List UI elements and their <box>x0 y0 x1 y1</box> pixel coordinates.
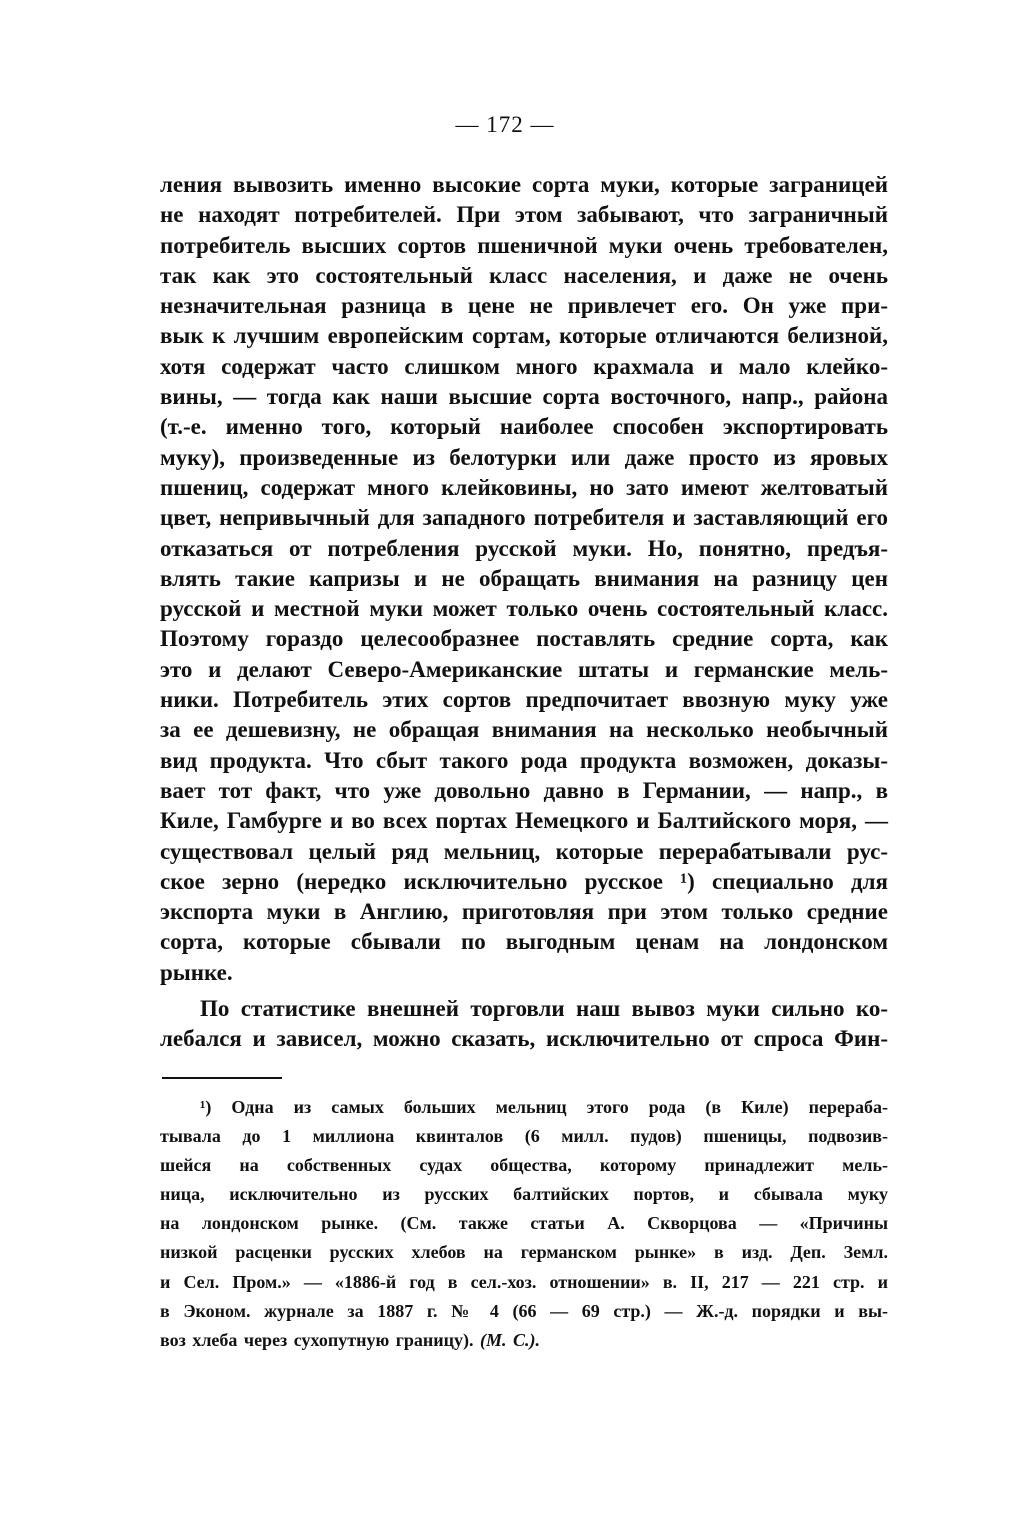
footnote-divider <box>162 1077 282 1079</box>
footnote-line: на лондонском рынке. (См. также статьи А. Скворцова — «Причины <box>160 1213 888 1234</box>
text-line: цвет, непривычный для западного потребителя и заставляющий его <box>160 505 888 531</box>
footnote-line: и Сел. Пром.» — «1886-й год в сел.-хоз. отношении» в. II, 217 — 221 стр. и <box>160 1271 888 1292</box>
page-number: — 172 — <box>455 112 555 137</box>
text-line: не находят потребителей. При этом забывают, что заграничный <box>160 202 888 228</box>
text-line: Киле, Гамбурге и во всех портах Немецкого и Балтийского моря, — <box>160 808 888 834</box>
text-line: вид продукта. Что сбыт такого рода продукта возможен, доказы- <box>160 747 888 773</box>
text-line: Поэтому гораздо целесообразнее поставлять средние сорта, как <box>160 626 888 652</box>
text-line: за ее дешевизну, не обращая внимания на несколько необычный <box>160 717 888 743</box>
text-line: хотя содержат часто слишком много крахмала и мало клейко- <box>160 353 888 379</box>
footnote-signature: (М. С.). <box>480 1329 540 1350</box>
footnote-last-text: воз хлеба через сухопутную границу). <box>160 1329 480 1350</box>
text-line: существовал целый ряд мельниц, которые перерабатывали рус- <box>160 838 888 864</box>
text-line: По статистике внешней торговли наш вывоз муки сильно ко- <box>200 996 888 1022</box>
text-line: влять такие капризы и не обращать внимания на разницу цен <box>160 565 888 591</box>
footnote-line: тывала до 1 миллиона квинталов (6 милл. пудов) пшеницы, подвозив- <box>160 1126 888 1147</box>
footnote <box>160 1093 888 1355</box>
text-line: ское зерно (нередко исключительно русское ¹) специально для <box>160 868 888 894</box>
text-line: ления вывозить именно высокие сорта муки, которые заграницей <box>160 172 888 197</box>
footnote-line: ница, исключительно из русских балтийских портов, и сбывала муку <box>160 1184 888 1205</box>
text-line: отказаться от потребления русской муки. Но, понятно, предъя- <box>160 535 888 561</box>
footnote-line: ¹) Одна из самых больших мельниц этого рода (в Киле) перераба- <box>200 1097 888 1117</box>
text-line: вины, — тогда как наши высшие сорта восточного, напр., района <box>160 384 888 410</box>
text-line: рынке. <box>160 959 233 985</box>
text-line: это и делают Северо-Американские штаты и германские мель- <box>160 656 888 682</box>
text-line: русской и местной муки может только очень состоятельный класс. <box>160 596 888 622</box>
text-line: муку), произведенные из белотурки или даже просто из яровых <box>160 444 888 470</box>
text-line: так как это состоятельный класс населения, и даже не очень <box>160 262 888 288</box>
text-line: пшениц, содержат много клейковины, но зато имеют желтоватый <box>160 474 888 500</box>
text-line: лебался и зависел, можно сказать, исключительно от спроса Фин- <box>160 1026 888 1052</box>
text-line: сорта, которые сбывали по выгодным ценам на лондонском <box>160 929 888 955</box>
text-line: вык к лучшим европейским сортам, которые отличаются белизной, <box>160 323 888 349</box>
text-line: экспорта муки в Англию, приготовляя при этом только средние <box>160 899 888 925</box>
footnote-line: шейся на собственных судах общества, которому принадлежит мель- <box>160 1155 888 1176</box>
footnote-line: в Эконом. журнале за 1887 г. № 4 (66 — 69 стр.) — Ж.-д. порядки и вы- <box>160 1300 888 1321</box>
footnote-line <box>160 1326 888 1355</box>
text-line: незначительная разница в цене не привлечет его. Он уже при- <box>160 293 888 319</box>
text-line: вает тот факт, что уже довольно давно в Германии, — напр., в <box>160 777 888 803</box>
main-text <box>160 170 888 1055</box>
text-line: ники. Потребитель этих сортов предпочитает ввозную муку уже <box>160 687 888 713</box>
footnote-line: низкой расценки русских хлебов на германском рынке» в изд. Деп. Земл. <box>160 1242 888 1263</box>
text-line: (т.-е. именно того, который наиболее способен экспортировать <box>160 414 888 440</box>
text-line: потребитель высших сортов пшеничной муки очень требователен, <box>160 232 888 258</box>
